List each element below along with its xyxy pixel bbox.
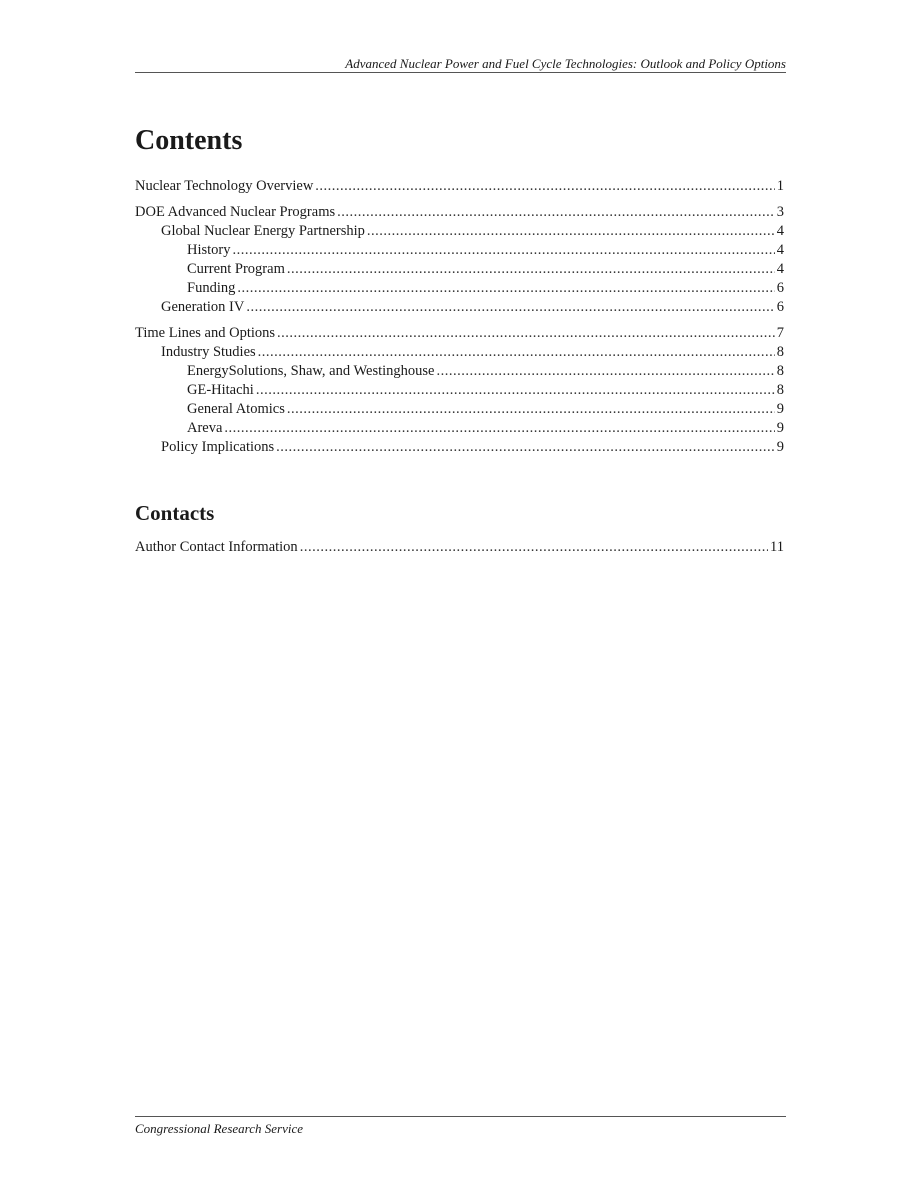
running-header: Advanced Nuclear Power and Fuel Cycle Technologies: Outlook and Policy Options [345, 56, 786, 71]
contacts-heading: Contacts [135, 501, 215, 525]
toc-entry-industry-studies[interactable] [135, 343, 784, 362]
toc-entry-page: 9 [776, 439, 784, 455]
toc-entry-label: Policy Implications [161, 439, 275, 455]
toc-dot-leader [276, 438, 775, 457]
toc-entry-doe-advanced-nuclear-programs[interactable] [135, 203, 784, 222]
toc-dot-leader [436, 362, 774, 381]
toc-entry-label: General Atomics [187, 401, 285, 417]
toc-dot-leader [277, 324, 775, 343]
toc-entry-ge-hitachi[interactable] [135, 381, 784, 400]
toc-entry-generation-iv[interactable] [135, 298, 784, 317]
toc-entry-label: EnergySolutions, Shaw, and Westinghouse [187, 363, 435, 379]
toc-entry-page: 8 [776, 344, 784, 360]
header-rule [135, 72, 786, 73]
toc-entry-label: Nuclear Technology Overview [135, 178, 314, 194]
toc-entry-label: Global Nuclear Energy Partnership [161, 223, 365, 239]
toc-dot-leader [258, 343, 775, 362]
toc-entry-label: Time Lines and Options [135, 325, 276, 341]
toc-entry-general-atomics[interactable] [135, 400, 784, 419]
toc-entry-page: 11 [770, 539, 784, 555]
toc-entry-label: GE-Hitachi [187, 382, 254, 398]
toc-entry-page: 4 [776, 242, 784, 258]
toc-dot-leader [300, 538, 768, 557]
toc-entry-funding[interactable] [135, 279, 784, 298]
toc-entry-label: Industry Studies [161, 344, 256, 360]
toc-entry-page: 4 [776, 261, 784, 277]
toc-entry-policy-implications[interactable] [135, 438, 784, 457]
toc-dot-leader [224, 419, 774, 438]
toc-dot-leader [237, 279, 774, 298]
toc-dot-leader [337, 203, 775, 222]
toc-dot-leader [233, 241, 775, 260]
toc-entry-page: 6 [776, 280, 784, 296]
toc-entry-history[interactable] [135, 241, 784, 260]
table-of-contents [135, 177, 784, 457]
toc-entry-global-nuclear-energy-partnership[interactable] [135, 222, 784, 241]
toc-entry-page: 3 [776, 204, 784, 220]
toc-dot-leader [256, 381, 775, 400]
toc-entry-page: 8 [776, 363, 784, 379]
footer-rule [135, 1116, 786, 1117]
toc-entry-label: Author Contact Information [135, 539, 298, 555]
toc-dot-leader [287, 260, 775, 279]
toc-entry-current-program[interactable] [135, 260, 784, 279]
toc-entry-page: 6 [776, 299, 784, 315]
toc-entry-time-lines-and-options[interactable] [135, 324, 784, 343]
toc-entry-label: DOE Advanced Nuclear Programs [135, 204, 336, 220]
toc-entry-page: 1 [776, 178, 784, 194]
toc-entry-label: Generation IV [161, 299, 245, 315]
toc-entry-label: Funding [187, 280, 236, 296]
toc-entry-label: Current Program [187, 261, 285, 277]
toc-entry-page: 4 [776, 223, 784, 239]
toc-entry-energysolutions-shaw-westinghouse[interactable] [135, 362, 784, 381]
toc-dot-leader [287, 400, 775, 419]
toc-entry-label: Areva [187, 420, 223, 436]
toc-dot-leader [315, 177, 774, 196]
toc-entry-page: 9 [776, 401, 784, 417]
running-footer: Congressional Research Service [135, 1121, 303, 1136]
toc-entry-page: 8 [776, 382, 784, 398]
toc-entry-areva[interactable] [135, 419, 784, 438]
toc-entry-nuclear-technology-overview[interactable] [135, 177, 784, 196]
toc-entry-author-contact-information[interactable] [135, 538, 784, 557]
toc-entry-page: 7 [776, 325, 784, 341]
toc-entry-page: 9 [776, 420, 784, 436]
contacts-list [135, 538, 784, 557]
toc-dot-leader [246, 298, 774, 317]
contents-heading: Contents [135, 125, 243, 156]
toc-entry-label: History [187, 242, 231, 258]
toc-dot-leader [367, 222, 775, 241]
